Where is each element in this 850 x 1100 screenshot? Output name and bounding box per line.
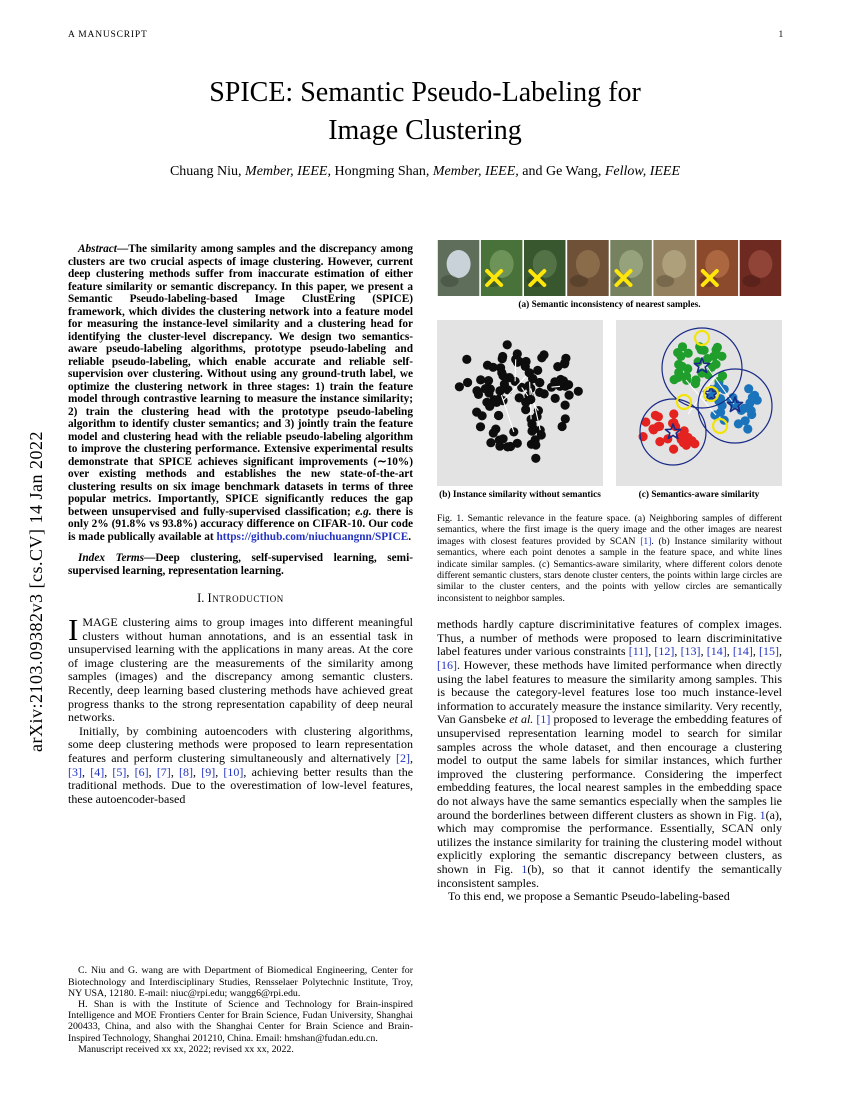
figure-1a-caption: (a) Semantic inconsistency of nearest samples. bbox=[518, 300, 701, 310]
footnotes-block bbox=[68, 965, 413, 1055]
paper-title bbox=[0, 74, 850, 150]
section-heading-introduction bbox=[68, 591, 413, 606]
section-title: Introduction bbox=[207, 591, 284, 605]
citation-link[interactable]: [8] bbox=[179, 764, 194, 779]
paper-title-line1: SPICE: Semantic Pseudo-Labeling for bbox=[209, 77, 641, 108]
figure-1-panel-captions bbox=[437, 490, 782, 500]
figure-1b-caption: (b) Instance similarity without semantics bbox=[439, 490, 601, 500]
citation-link[interactable]: [3] bbox=[68, 764, 82, 779]
citation-link[interactable]: [7] bbox=[156, 764, 171, 779]
authors-line: Chuang Niu, Member, IEEE, Hongming Shan, Member, IEEE, and Ge Wang, Fellow, IEEE bbox=[169, 164, 681, 179]
citation-link[interactable]: [6] bbox=[134, 764, 149, 779]
footnote-affiliation-2: H. Shan is with the Institute of Science and Technology for Brain-inspired Intelligence and MOE Frontiers Center for Brain Science, Fudan University, Shanghai 200433, China, and also with the Shanghai Center for Brain Science and Brain-Inspired Technology, Shanghai 201210, China. Email: hmshan@fudan.edu.cn. bbox=[68, 998, 413, 1044]
figure-1-panels bbox=[437, 320, 782, 486]
running-header bbox=[68, 30, 784, 40]
section-number: I. bbox=[197, 591, 205, 605]
body-paragraph-continued: methods hardly capture discriminitative features of complex images. Thus, a number of methods were proposed to learn discriminitative label features under various constraints [11], [12], [13], [14], [14], [15], [16]. However, these methods have limited performance when directly using the label features to measure the similarity among samples. This is because the category-level features lose too much instance-level information to accurately measure the instance similarity. Very recently, Van Gansbeke et al. [1] proposed to leverage the embedding features of unsupervised representation learning model to search for similar samples across the whole dataset, and then encourage a clustering model to output the same labels for similar instances, which further improved the clustering performance. Considering the imperfect embedding features, the local nearest samples in the embedding space do not always have the same semantics especially when the samples lie around the borderlines between different clusters as shown in Fig. 1(a), which may compromise the performance. Essentially, SCAN only utilizes the instance similarity for training the clustering model without explicitly exploring the semantic discrepancy between clusters, as shown in Fig. 1(b), so that it cannot identify the semantically inconsistent samples. bbox=[437, 617, 783, 890]
citation-link[interactable]: [14] bbox=[706, 644, 727, 659]
intro-paragraph-1 bbox=[68, 612, 413, 725]
figure-1b-scatter bbox=[437, 320, 603, 486]
footnote-affiliation-1: C. Niu and G. wang are with Department of Biomedical Engineering, Center for Biotechnology and Interdisciplinary Studies, Rensselaer Polytechnic Institute, Troy, NY USA, 12180. E-mail: niuc@rpi.edu; wangg6@rpi.edu. bbox=[68, 965, 413, 999]
page-number: 1 bbox=[778, 30, 784, 40]
citation-link[interactable]: [5] bbox=[112, 764, 127, 779]
figure-1-main-caption: Fig. 1. Semantic relevance in the feature space. (a) Neighboring samples of different semantics, where the first image is the query image and the other images are nearest images with closest features provided by SCAN [1]. (b) Instance similarity without semantics, where each point denotes a sample in the feature space, and white lines indicate similar samples. (c) Semantics-aware similarity, where different colors denote different semantic clusters, stars denote cluster centers, the points within large circles are similar to the cluster centers, and the points with yellow circles are semantically inconsistent to neighbor samples. bbox=[437, 513, 783, 604]
citation-link[interactable]: [4] bbox=[90, 764, 105, 779]
citation-link[interactable]: [12] bbox=[654, 644, 675, 659]
body-paragraph-next: To this end, we propose a Semantic Pseudo-labeling-based bbox=[448, 889, 730, 904]
left-column bbox=[68, 243, 413, 1055]
citation-link[interactable]: [10] bbox=[223, 764, 244, 779]
figure-1 bbox=[437, 240, 782, 604]
external-link[interactable]: https://github.com/niuchuangnn/SPICE bbox=[216, 530, 409, 543]
drop-cap: I bbox=[68, 612, 79, 647]
intro-paragraph-2: Initially, by combining autoencoders with clustering algorithms, some deep clustering methods were proposed to learn representation features and perform clustering simultaneously and alternatively [2], [3], [4], [5], [6], [7], [8], [9], [10], achieving better results than the traditional methods. Due to the overestimation of low-level features, these autoencoder-based bbox=[68, 723, 414, 806]
right-column bbox=[437, 240, 782, 904]
citation-link[interactable]: [13] bbox=[680, 644, 701, 659]
paper-title-line2: Image Clustering bbox=[328, 115, 522, 146]
citation-link[interactable]: [1] bbox=[536, 712, 551, 727]
abstract-paragraph: Abstract—The similarity among samples and the discrepancy among clusters are two crucial aspects of image clustering. However, current deep clustering methods suffer from inaccurate estimation of either feature similarity or semantic discrepancy. In this paper, we present a Semantic Pseudo-labeling-based Image ClustEring (SPICE) framework, which divides the clustering network into a feature model for measuring the instance-level similarity and a clustering head for identifying the cluster-level discrepancy. We design two semantics-aware pseudo-labeling algorithms, prototype pseudo-labeling and reliable pseudo-labeling, which enable accurate and reliable self-supervision over clustering. Without using any ground-truth label, we optimize the clustering network in three stages: 1) train the feature model through contrastive learning to measure the instance similarity; 2) train the clustering head with the prototype pseudo-labeling algorithm to identify cluster semantics; and 3) jointly train the feature model and clustering head with the reliable pseudo-labeling algorithm to improve the clustering performance. Extensive experimental results demonstrate that SPICE achieves significant improvements (∼10%) over existing methods and establishes the new state-of-the-art clustering results on six image benchmark datasets in terms of three popular metrics. Importantly, SPICE significantly reduces the gap between unsupervised and fully-supervised classification; e.g. there is only 2% (91.8% vs 93.8%) accuracy difference on CIFAR-10. Our code is made publically available at https://github.com/niuchuangnn/SPICE. bbox=[68, 243, 413, 543]
citation-link[interactable]: [15] bbox=[759, 644, 780, 659]
citation-link[interactable]: [2] bbox=[396, 750, 410, 765]
citation-link[interactable]: 1 bbox=[759, 807, 766, 822]
index-terms-paragraph: Index Terms—Deep clustering, self-supervised learning, semi-supervised learning, representation learning. bbox=[68, 552, 413, 577]
citation-link[interactable]: [16] bbox=[437, 658, 457, 673]
citation-link[interactable]: [14] bbox=[732, 644, 753, 659]
citation-link[interactable]: [1] bbox=[640, 535, 652, 547]
arxiv-watermark: arXiv:2103.09382v3 [cs.CV] 14 Jan 2022 bbox=[26, 431, 46, 752]
running-header-left: A MANUSCRIPT bbox=[68, 30, 148, 40]
citation-link[interactable]: [11] bbox=[628, 644, 649, 659]
figure-1c-caption: (c) Semantics-aware similarity bbox=[638, 490, 760, 500]
intro-paragraph-1-text: MAGE clustering aims to group images into different meaningful clusters without human annotations, and is an essential task in unsupervised learning with the applications in many areas. At the core of image clustering are the measurements of the similarity among samples (images) and the discrepancy among semantic clusters. Recently, deep learning based clustering methods have achieved great progress thanks to the strong representation capability of deep neural networks. bbox=[68, 615, 413, 725]
figure-1c-scatter bbox=[616, 320, 782, 486]
footnote-manuscript: Manuscript received xx xx, 2022; revised xx xx, 2022. bbox=[78, 1043, 294, 1055]
citation-link[interactable]: [9] bbox=[201, 764, 216, 779]
figure-1a-image-strip bbox=[437, 240, 782, 296]
citation-link[interactable]: 1 bbox=[521, 861, 528, 876]
